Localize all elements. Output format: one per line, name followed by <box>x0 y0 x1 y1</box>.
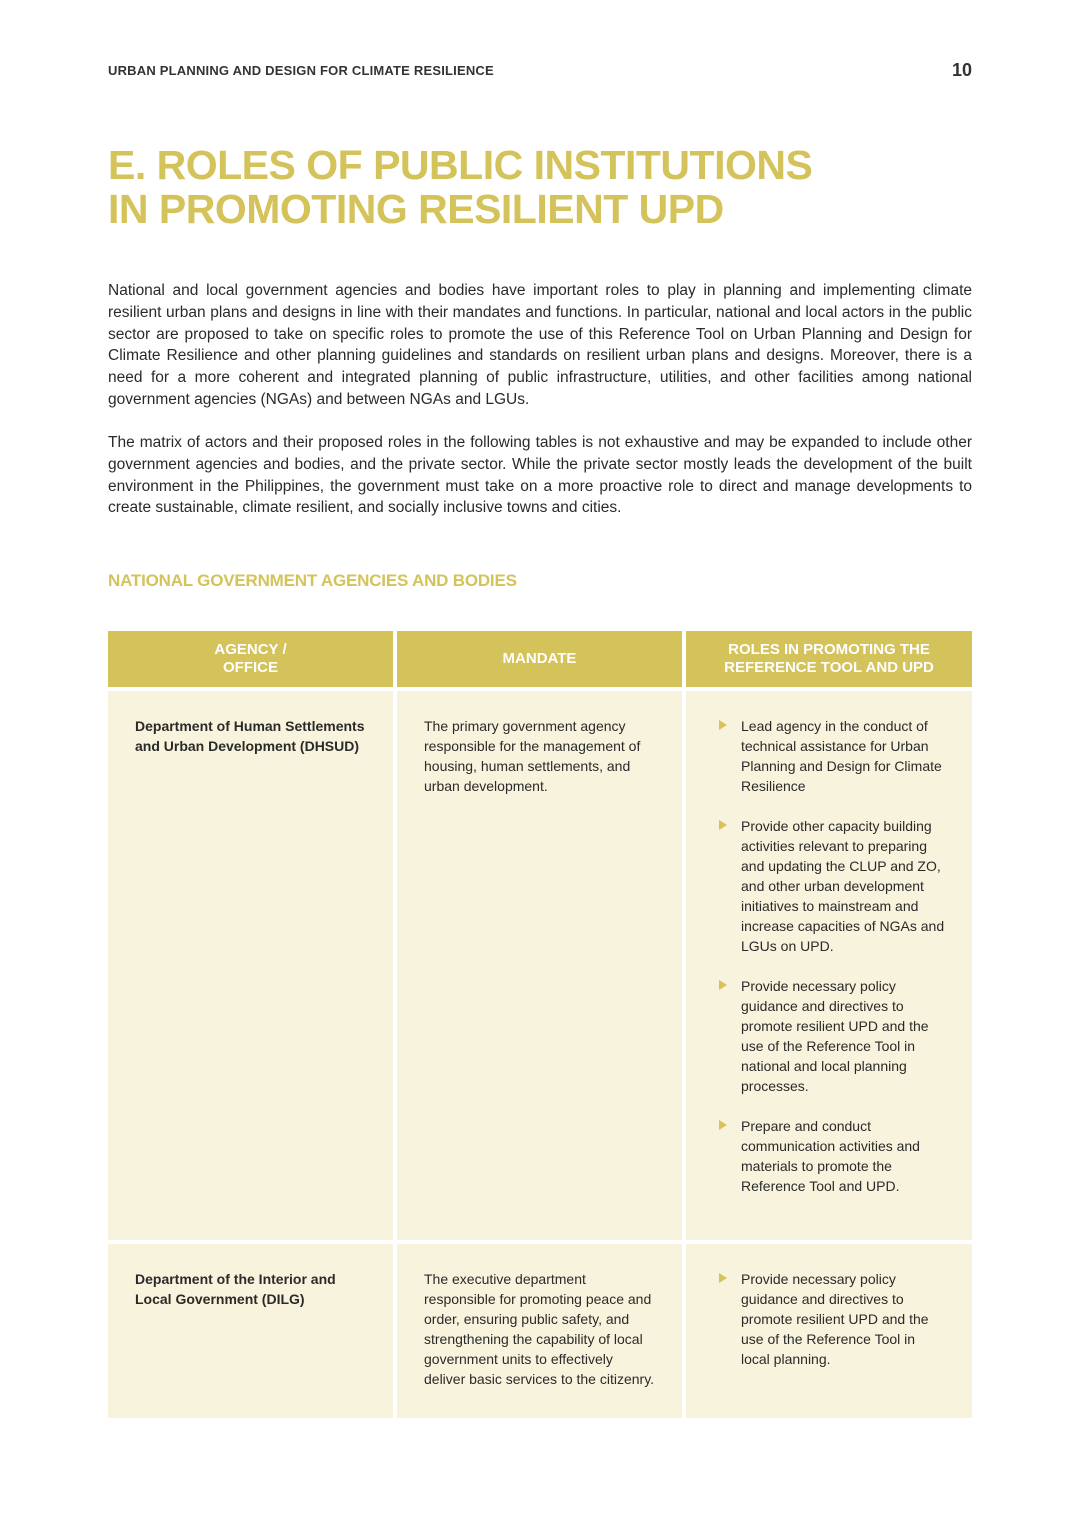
header-roles-line2: REFERENCE TOOL AND UPD <box>724 659 934 676</box>
table-row <box>108 1244 972 1418</box>
mandate-cell: The executive department responsible for promoting peace and order, ensuring public safety, and strengthening the capability of local government units to effectively deliver basic services to the citizenry. <box>397 1244 682 1418</box>
header-agency <box>108 631 393 687</box>
mandate-cell: The primary government agency responsible for the management of housing, human settlements, and urban development. <box>397 691 682 1240</box>
role-text: Lead agency in the conduct of technical assistance for Urban Planning and Design for Climate Resilience <box>741 718 942 794</box>
role-text: Provide necessary policy guidance and directives to promote resilient UPD and the use of the Reference Tool in local planning. <box>741 1271 929 1367</box>
header-roles-line1: ROLES IN PROMOTING THE <box>728 641 930 658</box>
roles-cell <box>686 1244 972 1418</box>
bullet-triangle-icon <box>719 1273 727 1283</box>
role-text: Prepare and conduct communication activities and materials to promote the Reference Tool and UPD. <box>741 1118 920 1194</box>
header-agency-line2: OFFICE <box>223 659 278 676</box>
page-number: 10 <box>951 60 972 80</box>
agency-cell: Department of Human Settlements and Urban Development (DHSUD) <box>108 691 393 1240</box>
agency-cell: Department of the Interior and Local Government (DILG) <box>108 1244 393 1418</box>
bullet-triangle-icon <box>719 720 727 730</box>
title-line-1: E. ROLES OF PUBLIC INSTITUTIONS <box>108 142 813 188</box>
role-text: Provide necessary policy guidance and directives to promote resilient UPD and the use of the Reference Tool in national and local planning processes. <box>741 978 929 1094</box>
role-item <box>713 716 946 796</box>
running-header: URBAN PLANNING AND DESIGN FOR CLIMATE RESILIENCE <box>108 63 494 78</box>
page-title <box>108 143 812 231</box>
matrix-paragraph: The matrix of actors and their proposed roles in the following tables is not exhaustive and may be expanded to include other government agencies and bodies, and the private sector. While the private sector mostly leads the development of the built environment in the Philippines, the government must take on a more proactive role to direct and manage developments to create sustainable, climate resilient, and socially inclusive towns and cities. <box>108 434 972 517</box>
section-heading: NATIONAL GOVERNMENT AGENCIES AND BODIES <box>108 571 517 590</box>
role-item <box>713 976 946 1096</box>
bullet-triangle-icon <box>719 1120 727 1130</box>
role-item <box>713 1116 946 1196</box>
intro-paragraph: National and local government agencies and bodies have important roles to play in planning and implementing climate resilient urban plans and designs in line with their mandates and functions. In particular, national and local actors in the public sector are proposed to take on specific roles to promote the use of this Reference Tool on Urban Planning and Design for Climate Resilience and other planning guidelines and standards on resilient urban plans and designs. Moreover, there is a need for a more coherent and integrated planning of public infrastructure, utilities, and other facilities among national government agencies (NGAs) and between NGAs and LGUs. <box>108 282 972 408</box>
bullet-triangle-icon <box>719 980 727 990</box>
role-text: Provide other capacity building activities relevant to preparing and updating the CLUP and ZO, and other urban development initiatives to mainstream and increase capacities of NGAs and LGUs on UPD. <box>741 818 945 954</box>
bullet-triangle-icon <box>719 820 727 830</box>
table-header <box>108 631 972 687</box>
header-roles <box>686 631 972 687</box>
table-row <box>108 691 972 1240</box>
header-mandate: MANDATE <box>397 631 682 687</box>
roles-table <box>108 631 972 1418</box>
roles-cell <box>686 691 972 1240</box>
role-item <box>713 816 946 956</box>
role-item <box>713 1269 946 1369</box>
header-agency-line1: AGENCY / <box>214 641 287 658</box>
title-line-2: IN PROMOTING RESILIENT UPD <box>108 186 724 232</box>
